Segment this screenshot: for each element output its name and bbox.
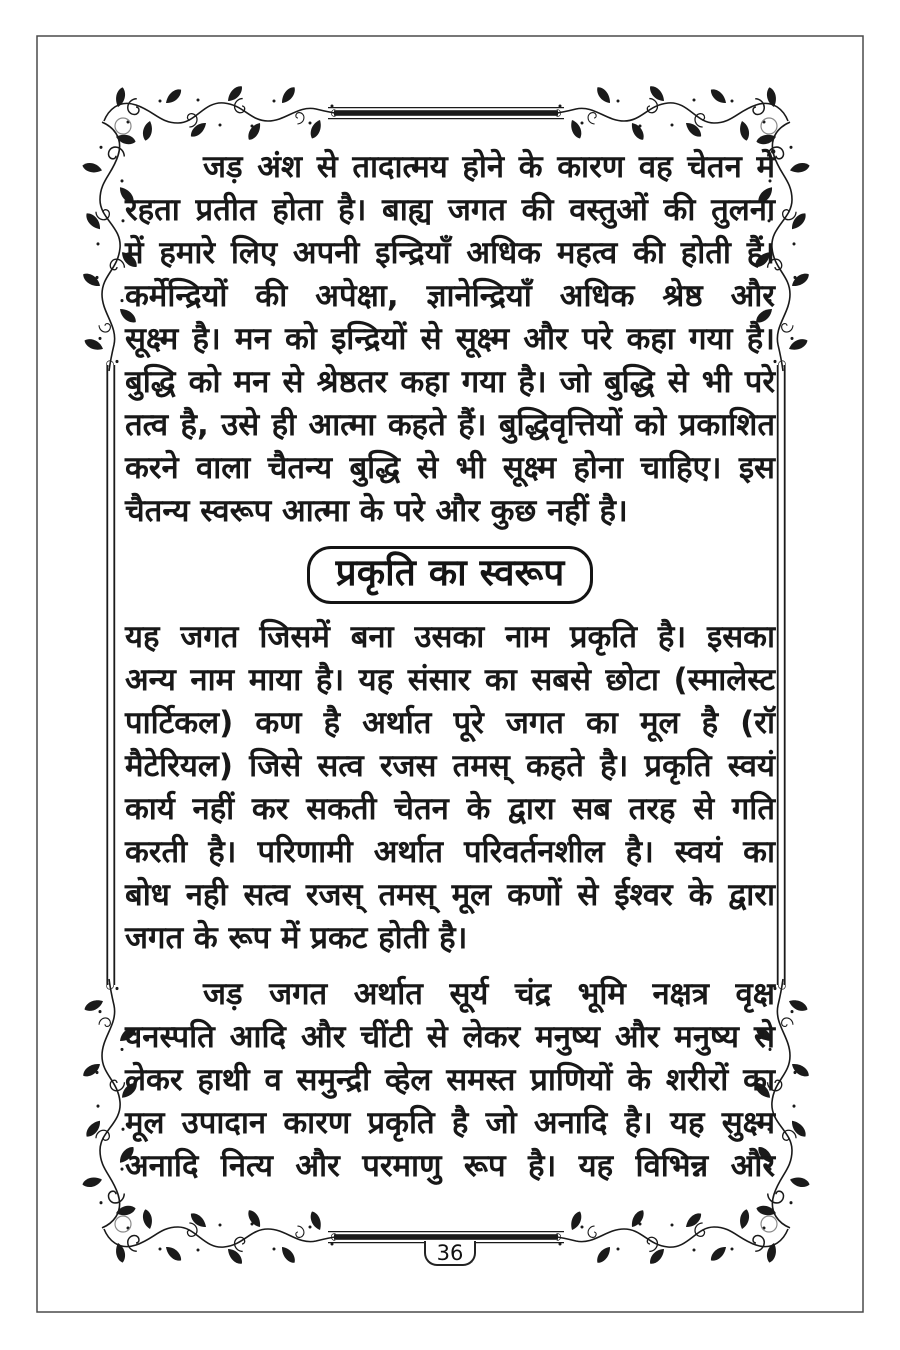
text-line: वनस्पति आदि और चींटी से लेकर मनुष्य और मनुष्य से [125, 1019, 775, 1055]
text-line: सूक्ष्म है। मन को इन्द्रियों से सूक्ष्म और परे कहा गया है। [125, 321, 775, 357]
text-line: करती है। परिणामी अर्थात परिवर्तनशील है। स्वयं का [125, 834, 775, 870]
section-heading-text: प्रकृति का स्वरूप [335, 551, 565, 594]
text-flow [125, 146, 775, 1201]
text-line: मूल उपादान कारण प्रकृति है जो अनादि है। यह सुक्ष्म [125, 1105, 775, 1141]
text-line: रहता प्रतीत होता है। बाह्य जगत की वस्तुओं की तुलना [125, 192, 775, 228]
paragraph [125, 616, 775, 960]
paragraph [125, 973, 775, 1188]
text-line: जड़ अंश से तादात्मय होने के कारण वह चेतन में [203, 149, 775, 185]
text-line: मैटेरियल) जिसे सत्व रजस तमस् कहते है। प्रकृति स्वयं [125, 748, 775, 784]
section-heading-box [307, 546, 594, 604]
text-line: कर्मेन्द्रियों की अपेक्षा, ज्ञानेन्द्रियाँ अधिक श्रेष्ठ और [125, 278, 775, 314]
text-line: लेकर हाथी व समुन्द्री व्हेल समस्त प्राणियों के शरीरों का [125, 1062, 775, 1098]
text-line: चैतन्य स्वरूप आत्मा के परे और कुछ नहीं है। [125, 493, 628, 529]
text-line: तत्व है, उसे ही आत्मा कहते हैं। बुद्धिवृत्तियों को प्रकाशित [125, 407, 775, 443]
text-line: यह जगत जिसमें बना उसका नाम प्रकृति है। इसका [125, 619, 775, 655]
text-line: पार्टिकल) कण है अर्थात पूरे जगत का मूल है (रॉ [125, 705, 775, 741]
heading-row [125, 546, 775, 604]
page-number: 36 [436, 1240, 464, 1265]
paragraph [125, 146, 775, 533]
text-line: करने वाला चैतन्य बुद्धि से भी सूक्ष्म होना चाहिए। इस [125, 450, 775, 486]
text-line: में हमारे लिए अपनी इन्द्रियाँ अधिक महत्व की होती हैं। [125, 235, 775, 271]
text-line: कार्य नहीं कर सकती चेतन के द्वारा सब तरह से गति [125, 791, 775, 827]
text-line: बोध नही सत्व रजस् तमस् मूल कणों से ईश्वर के द्वारा [125, 877, 775, 913]
text-line: अन्य नाम माया है। यह संसार का सबसे छोटा (स्मालेस्ट [125, 662, 775, 698]
text-line: जगत के रूप में प्रकट होती है। [125, 920, 468, 956]
text-line: बुद्धि को मन से श्रेष्ठतर कहा गया है। जो बुद्धि से भी परे [125, 364, 775, 400]
page-number-tab [424, 1241, 476, 1266]
text-line: जड़ जगत अर्थात सूर्य चंद्र भूमि नक्षत्र वृक्ष [203, 976, 775, 1012]
text-line: अनादि नित्य और परमाणु रूप है। यह विभिन्न और [125, 1148, 775, 1184]
